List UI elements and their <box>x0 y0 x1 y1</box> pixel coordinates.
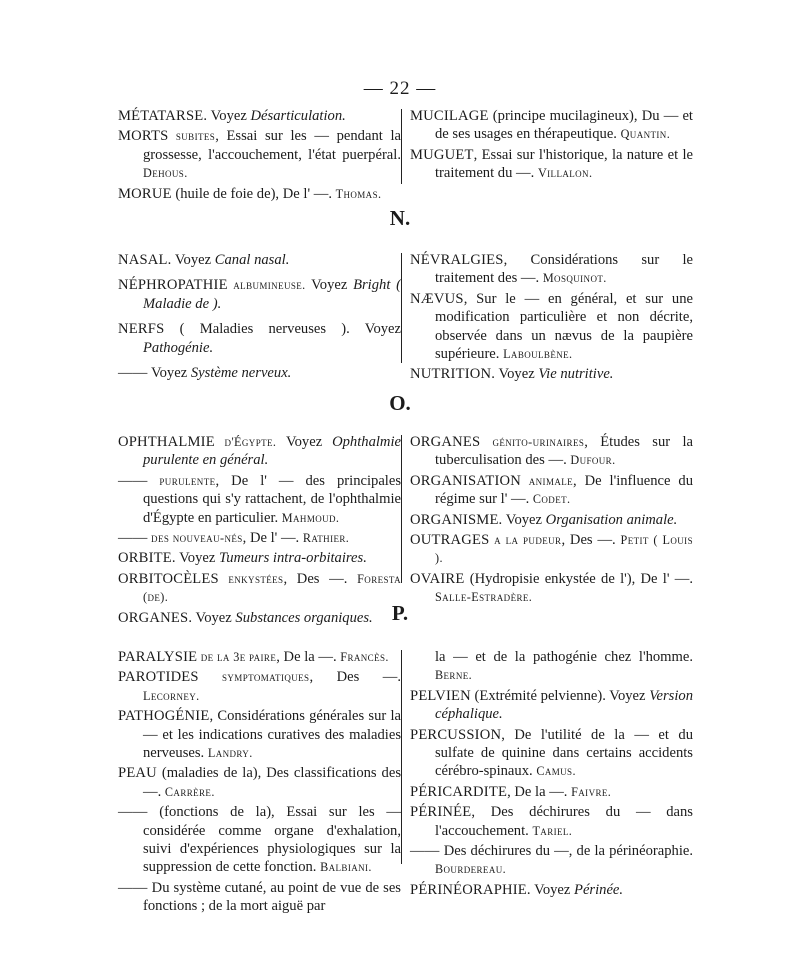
index-entry: ORBITE. Voyez Tumeurs intra-orbitaires. <box>118 550 367 567</box>
index-entry: PÉRINÉORAPHIE. Voyez Périnée. <box>410 881 624 898</box>
index-entry: PAROTIDES symptomatiques, Des —. Lecorney. <box>118 669 401 703</box>
index-entry: MUCILAGE (principe mucilagineux), Du — et de ses usages en thérapeutique. Quantin. <box>410 108 693 143</box>
index-entry: ORGANISATION animale, De l'influence du régime sur l' —. Codet. <box>410 472 693 508</box>
index-entry: —— purulente, De l' — des principales questions qui s'y rattachent, de l'ophthalmie d'Égypte en particulier. Mahmoud. <box>118 472 402 526</box>
index-entry: —— des nouveau-nés, De l' —. Rathier. <box>118 530 350 547</box>
column-right <box>410 648 693 901</box>
column-right <box>410 107 693 185</box>
index-entry: NERFS ( Maladies nerveuses ). Voyez Pathogénie. <box>118 321 401 356</box>
index-entry: PERCUSSION, De l'utilité de la — et du sulfate de quinine dans certains accidents cérébro-spinaux. Camus. <box>410 726 693 780</box>
column-divider <box>401 650 402 864</box>
index-entry: ORGANES génito-urinaires, Études sur la tuberculisation des —. Dufour. <box>410 434 693 469</box>
index-entry: OUTRAGES a la pudeur, Des —. Petit ( Louis ). <box>410 532 693 566</box>
index-entry: NÉPHROPATHIE albumineuse. Voyez Bright ( Maladie de ). <box>118 277 401 312</box>
index-entry: ORGANISME. Voyez Organisation animale. <box>410 511 678 528</box>
index-entry: MORTS subites, Essai sur les — pendant la grossesse, l'accouchement, l'état puerpéral. Dehous. <box>118 128 401 181</box>
index-entry: PEAU (maladies de la), Des classifications des —. Carrère. <box>118 765 401 800</box>
index-entry: OVAIRE (Hydropisie enkystée de l'), De l' —. Salle-Estradère. <box>410 570 693 605</box>
index-entry: PARALYSIE de la 3e paire, De la —. Francès. <box>118 649 389 665</box>
column-right <box>410 433 693 609</box>
column-right <box>410 251 693 386</box>
column-left <box>118 433 401 629</box>
index-entry: NASAL. Voyez Canal nasal. <box>118 252 290 268</box>
column-left <box>118 251 401 384</box>
index-entry: MUGUET, Essai sur l'historique, la nature et le traitement du —. Villalon. <box>410 146 693 182</box>
index-entry: NUTRITION. Voyez Vie nutritive. <box>410 366 614 383</box>
index-entry: MORUE (huile de foie de), De l' —. Thomas. <box>118 185 382 202</box>
index-entry: PELVIEN (Extrémité pelvienne). Voyez Version céphalique. <box>410 687 693 723</box>
index-entry: ORGANES. Voyez Substances organiques. <box>118 609 373 626</box>
page-number: — 22 — <box>363 78 437 99</box>
index-entry: —— (fonctions de la), Essai sur les — considérée comme organe d'exhalation, suivi d'expériences physiologiques sur la suppression de cette fonction. Balbiani. <box>118 804 401 876</box>
index-entry: ORBITOCÈLES enkystées, Des —. Foresta (de). <box>118 570 401 605</box>
section-letter-o: O. <box>389 391 411 415</box>
column-left <box>118 107 401 205</box>
section-letter-p: P. <box>391 601 409 625</box>
column-divider <box>401 109 402 184</box>
index-entry: MÉTATARSE. Voyez Désarticulation. <box>118 108 346 124</box>
index-entry: NÉVRALGIES, Considérations sur le traitement des —. Mosquinot. <box>410 252 693 287</box>
index-entry: PATHOGÉNIE, Considérations générales sur la — et les indications curatives des maladies nerveuses. Landry. <box>118 708 401 762</box>
column-divider <box>401 253 402 363</box>
column-left <box>118 648 401 918</box>
index-entry: PÉRICARDITE, De la —. Faivre. <box>410 783 612 800</box>
index-entry-continuation: la — et de la pathogénie chez l'homme. Berne. <box>435 649 693 683</box>
index-entry: —— Des déchirures du —, de la périnéoraphie. Bourdereau. <box>410 843 693 877</box>
index-entry: PÉRINÉE, Des déchirures du — dans l'accouchement. Tariel. <box>410 804 693 839</box>
column-divider <box>401 435 402 583</box>
index-entry: NÆVUS, Sur le — en général, et sur une modification particulière et non décrite, observée dans un nævus de la paupière supérieure. Laboulbène. <box>410 290 693 363</box>
index-entry: —— Du système cutané, au point de vue de ses fonctions ; de la mort aiguë par <box>118 879 401 915</box>
index-entry: OPHTHALMIE d'Égypte. Voyez Ophthalmie purulente en général. <box>118 434 401 469</box>
section-letter-n: N. <box>389 206 411 230</box>
index-entry: —— Voyez Système nerveux. <box>118 365 292 382</box>
